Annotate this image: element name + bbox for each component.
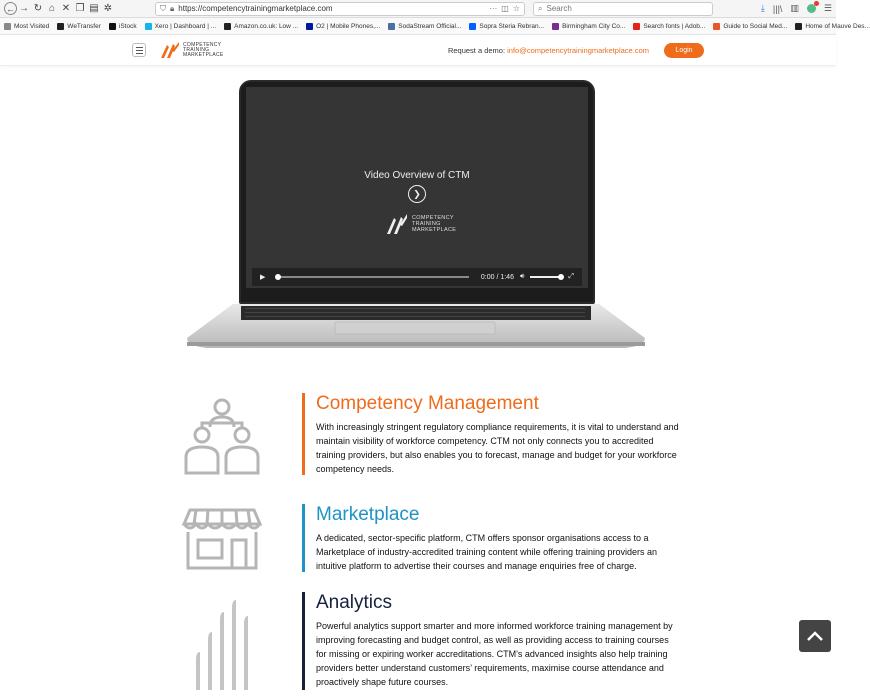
feature-competency-management [180, 393, 680, 483]
bookmark-label: Home of Mauve Des... [805, 22, 870, 30]
search-icon: ⌕ [538, 3, 543, 13]
menu-icon[interactable]: ☰ [823, 3, 832, 13]
feature-text: With increasingly stringent regulatory compliance requirements, it is vital to understand and maintain visibility of workforce competency. CTM not only connects you to accredited training providers, but also enables you to forecast, manage and budget for your workforce competency needs. [316, 422, 679, 474]
library-icon[interactable]: |||\ [772, 3, 783, 14]
request-demo-text: Request a demo: info@competencytrainingmarketplace.com [447, 45, 649, 55]
home-icon[interactable]: ⌂ [48, 3, 56, 14]
forward-icon[interactable]: → [19, 3, 29, 14]
login-button[interactable]: Login [664, 43, 704, 58]
back-icon[interactable]: ← [6, 3, 15, 14]
bookmark-label: Sopra Steria Rebran... [479, 22, 545, 30]
lock-icon: 🔒︎ [170, 3, 175, 13]
bookmark-item[interactable] [388, 23, 461, 30]
bookmark-item[interactable] [713, 23, 787, 30]
storefront-icon [180, 506, 264, 570]
shield-icon: ⛉ [160, 3, 166, 13]
search-input[interactable] [533, 2, 713, 16]
feature-content [316, 393, 680, 476]
more-icon[interactable]: ··· [489, 4, 498, 13]
copy-icon[interactable]: ❐ [75, 3, 85, 14]
bookmark-item[interactable] [145, 23, 217, 30]
bookmark-label: Most Visited [14, 22, 50, 30]
bookmark-item[interactable] [4, 23, 49, 30]
feature-text: Powerful analytics support smarter and more informed workforce training management by improving forecasting and budget control, as well as providing access to training courses for missing or expiring worker accreditations. CTM’s advanced insights also help training providers better understand customers’ requirements, maximise course attendance and proactively shape future courses. [316, 621, 673, 687]
ctm-logo-mark-white-icon [386, 213, 408, 235]
bookmark-label: SodaStream Official... [398, 22, 462, 30]
bookmark-label: Xero | Dashboard | ... [154, 22, 217, 30]
feature-analytics [180, 592, 680, 700]
demo-email-link[interactable]: info@competencytrainingmarketplace.com [507, 45, 649, 55]
video-time: 0:00 / 1:46 [480, 273, 514, 281]
bookmark-favicon-icon [306, 23, 313, 30]
bookmark-label: Amazon.co.uk: Low ... [234, 22, 299, 30]
bookmark-item[interactable] [306, 23, 380, 30]
bookmark-star-icon[interactable]: ☆ [512, 4, 520, 13]
bookmark-favicon-icon [4, 23, 11, 30]
bookmark-favicon-icon [145, 23, 152, 30]
bookmark-label: iStock [118, 22, 137, 30]
bookmark-favicon-icon [713, 23, 720, 30]
browser-toolbar [0, 0, 836, 18]
bookmark-label: WeTransfer [67, 22, 101, 30]
feature-content [316, 592, 680, 689]
bookmark-favicon-icon [795, 23, 802, 30]
fullscreen-icon[interactable]: ⤢ [568, 273, 574, 280]
bookmark-label: Search fonts | Adob... [643, 22, 706, 30]
bookmark-item[interactable] [795, 23, 870, 30]
bookmark-item[interactable] [469, 23, 544, 30]
bookmark-label: Birmingham City Co... [562, 22, 626, 30]
bookmark-favicon-icon [57, 23, 64, 30]
laptop-keyboard-base [185, 304, 647, 348]
volume-icon[interactable]: 🔊︎ [519, 273, 525, 280]
reload-icon[interactable]: ↻ [33, 3, 43, 14]
site-header [0, 35, 836, 66]
video-controls [252, 268, 582, 286]
bookmark-item[interactable] [224, 23, 298, 30]
play-icon[interactable]: ▶ [260, 274, 266, 281]
bookmark-item[interactable] [633, 23, 705, 30]
bookmark-item[interactable] [109, 23, 137, 30]
bookmark-label: Guide to Social Med... [723, 22, 788, 30]
bookmark-favicon-icon [633, 23, 640, 30]
bookmark-favicon-icon [388, 23, 395, 30]
accent-bar [302, 393, 305, 475]
bookmark-favicon-icon [469, 23, 476, 30]
gear-icon[interactable]: ✲ [103, 3, 113, 14]
download-icon[interactable]: ⤓ [760, 3, 765, 13]
bookmark-label: O2 | Mobile Phones,... [316, 22, 381, 30]
bookmark-item[interactable] [57, 23, 101, 30]
ctm-logo[interactable] [160, 41, 224, 59]
pocket-icon[interactable]: ◫ [501, 4, 509, 13]
hamburger-menu-icon[interactable] [132, 43, 146, 57]
ctm-logo-mark-icon [160, 41, 180, 59]
bookmark-item[interactable] [552, 23, 625, 30]
bookmark-favicon-icon [552, 23, 559, 30]
search-placeholder: Search [546, 4, 572, 13]
bookmark-favicon-icon [224, 23, 231, 30]
video-screen[interactable] [246, 87, 588, 288]
bookmarks-bar [0, 18, 870, 35]
back-to-top-button[interactable] [799, 620, 831, 652]
clipboard-icon[interactable]: ▤ [89, 3, 99, 14]
laptop-lid [239, 80, 595, 304]
volume-slider[interactable] [530, 276, 562, 278]
feature-title: Analytics [316, 592, 393, 613]
bar-chart-icon [190, 600, 274, 690]
feature-title: Competency Management [316, 393, 539, 414]
people-hierarchy-icon [180, 395, 264, 479]
close-x-icon[interactable]: ✕ [61, 3, 71, 14]
url-text[interactable]: https://competencytrainingmarketplace.com [178, 4, 333, 13]
feature-title: Marketplace [316, 504, 420, 525]
extension-icon[interactable] [807, 4, 816, 13]
progress-bar[interactable] [277, 276, 468, 278]
logo-text: COMPETENCY TRAINING MARKETPLACE [183, 41, 224, 58]
accent-bar [302, 592, 305, 690]
video-title: Video Overview of CTM [364, 170, 470, 181]
feature-text: A dedicated, sector-specific platform, CTM offers sponsor organisations access to a Marketplace of industry-accredited training content while offering training providers an intuitive platform to advertise their courses and manage enquiries free of charge. [316, 533, 658, 571]
laptop-video-player [185, 78, 647, 353]
feature-content [316, 504, 680, 573]
video-ctm-logo: COMPETENCY TRAINING MARKETPLACE [386, 213, 456, 235]
feature-marketplace [180, 504, 680, 574]
accent-bar [302, 504, 305, 572]
chevron-up-icon [806, 630, 824, 642]
sidebar-icon[interactable]: ▥ [790, 3, 799, 13]
bookmark-favicon-icon [109, 23, 116, 30]
play-circle-icon[interactable]: ❯ [408, 185, 426, 203]
url-bar[interactable] [155, 2, 525, 16]
